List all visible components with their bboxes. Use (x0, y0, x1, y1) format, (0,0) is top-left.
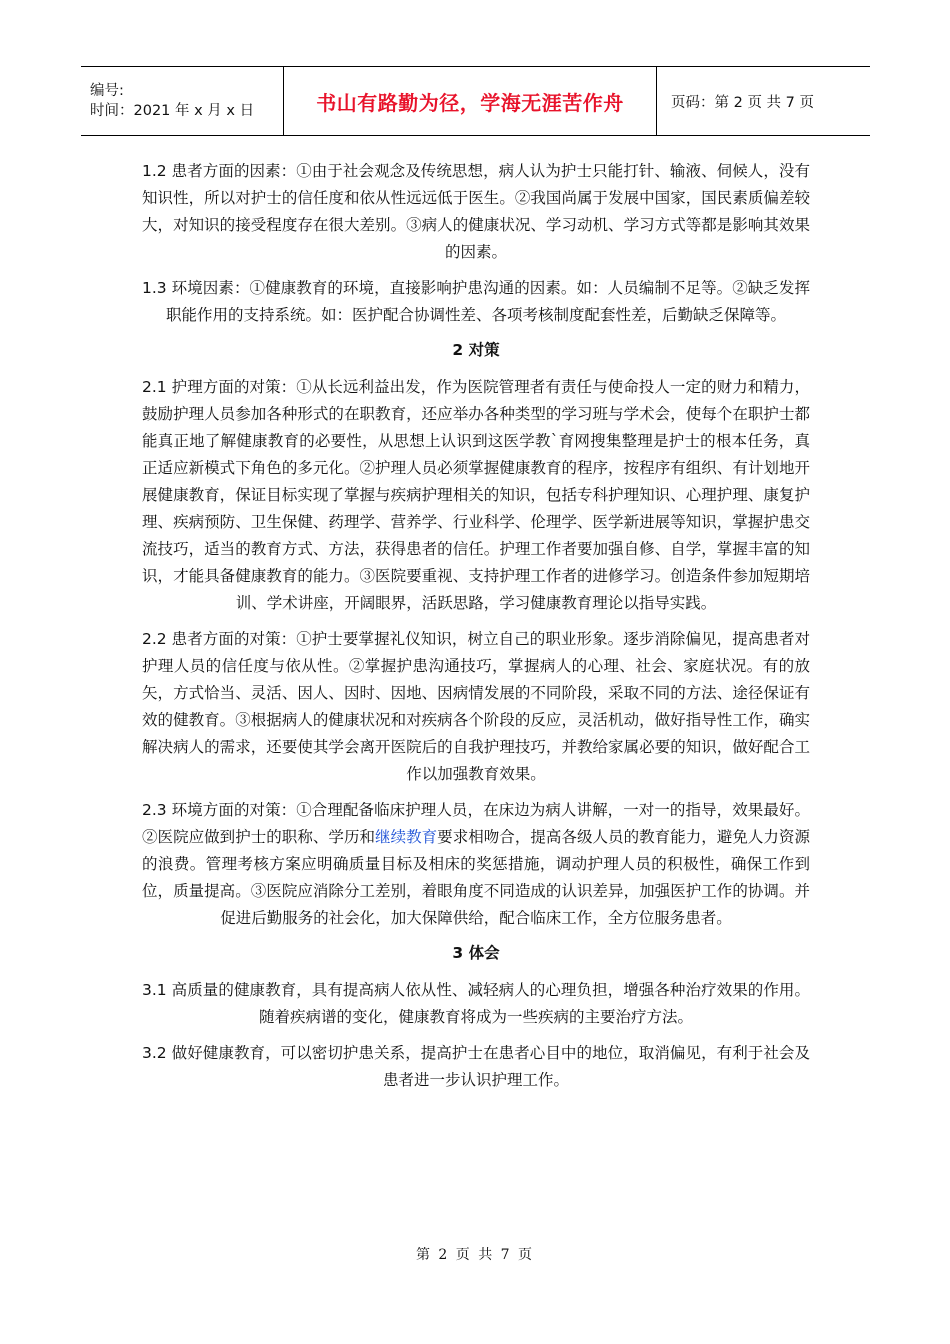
section-number: 1.2 (142, 162, 167, 180)
header-page-info: 页码：第 2 页 共 7 页 (671, 94, 814, 111)
section-number: 3.2 (142, 1044, 167, 1062)
section-number: 3.1 (142, 981, 167, 999)
header-meta (81, 67, 283, 135)
paragraph-2-2 (142, 626, 810, 788)
section-number: 2.1 (142, 378, 167, 396)
continuing-education-link[interactable]: 继续教育 (375, 828, 438, 846)
paragraph-text: 护理方面的对策：①从长远利益出发，作为医院管理者有责任与使命投人一定的财力和精力，鼓励护理人员参加各种形式的在职教育，还应举办各种类型的学习班与学术会，使每个在职护士都能真正地了解健康教育的必要性，从思想上认识到这医学教`育网搜集整理是护士的根本任务，真正适应新模式下角色的多元化。②护理人员必须掌握健康教育的程序，按程序有组织、有计划地开展健康教育，保证目标实现了掌握与疾病护理相关的知识，包括专科护理知识、心理护理、康复护理、疾病预防、卫生保健、药理学、营养学、行业科学、伦理学、医学新进展等知识，掌握护患交流技巧，适当的教育方式、方法，获得患者的信任。护理工作者要加强自修、自学，掌握丰富的知识，才能具备健康教育的能力。③医院要重视、支持护理工作者的进修学习。创造条件参加短期培训、学术讲座，开阔眼界，活跃思路，学习健康教育理论以指导实践。 (142, 378, 810, 612)
paragraph-text: 高质量的健康教育，具有提高病人依从性、减轻病人的心理负担，增强各种治疗效果的作用。随着疾病谱的变化，健康教育将成为一些疾病的主要治疗方法。 (166, 981, 810, 1026)
paragraph-2-1 (142, 374, 810, 617)
header-motto-cell (283, 67, 657, 135)
paragraph-text: 做好健康教育，可以密切护患关系，提高护士在患者心目中的地位，取消偏见，有利于社会及患者进一步认识护理工作。 (166, 1044, 810, 1089)
paragraph-text: 环境方面的对策：①合理配备临床护理人员，在床边为病人讲解，一对一的指导，效果最好。②医院应做到护士的职称、学历和 (142, 801, 810, 846)
section-number: 2.3 (142, 801, 167, 819)
section-number: 1.3 (142, 279, 167, 297)
paragraph-text: 患者方面的因素：①由于社会观念及传统思想，病人认为护士只能打针、输液、伺候人，没有知识性，所以对护士的信任度和依从性远远低于医生。②我国尚属于发展中国家，国民素质偏差较大，对知识的接受程度存在很大差别。③病人的健康状况、学习动机、学习方式等都是影响其效果的因素。 (142, 162, 810, 261)
paragraph-text: 患者方面的对策：①护士要掌握礼仪知识，树立自己的职业形象。逐步消除偏见，提高患者对护理人员的信任度与依从性。②掌握护患沟通技巧，掌握病人的心理、社会、家庭状况。有的放矢，方式恰当、灵活、因人、因时、因地、因病情发展的不同阶段，采取不同的方法、途径保证有效的健教育。③根据病人的健康状况和对疾病各个阶段的反应，灵活机动，做好指导性工作，确实解决病人的需求，还要使其学会离开医院后的自我护理技巧，并教给家属必要的知识，做好配合工作以加强教育效果。 (142, 630, 810, 783)
paragraph-3-2 (142, 1040, 810, 1094)
page-footer: 第 2 页 共 7 页 (415, 1247, 535, 1263)
paragraph-1-2 (142, 158, 810, 266)
paragraph-1-3 (142, 275, 810, 329)
paragraph-text: 环境因素：①健康教育的环境，直接影响护患沟通的因素。如：人员编制不足等。②缺乏发挥职能作用的支持系统。如：医护配合协调性差、各项考核制度配套性差，后勤缺乏保障等。 (165, 279, 810, 324)
document-number: 编号: (90, 83, 124, 99)
header-motto: 书山有路勤为径，学海无涯苦作舟 (316, 90, 624, 115)
paragraph-text: 要求相吻合，提高各级人员的教育能力，避免人力资源的浪费。管理考核方案应明确质量目标及相床的奖惩措施，调动护理人员的积极性，确保工作到位，质量提高。③医院应消除分工差别，着眼角度不同造成的认识差异，加强医护工作的协调。并促进后勤服务的社会化，加大保障供给，配合临床工作，全方位服务患者。 (142, 828, 810, 927)
paragraph-3-1 (142, 977, 810, 1031)
heading-countermeasures: 2 对策 (452, 341, 500, 359)
section-number: 2.2 (142, 630, 167, 648)
document-date: 时间：2021 年 x 月 x 日 (90, 103, 255, 119)
page-header (81, 66, 870, 136)
document-body (142, 158, 810, 1103)
heading-experience: 3 体会 (452, 944, 500, 962)
paragraph-2-3 (142, 797, 810, 932)
